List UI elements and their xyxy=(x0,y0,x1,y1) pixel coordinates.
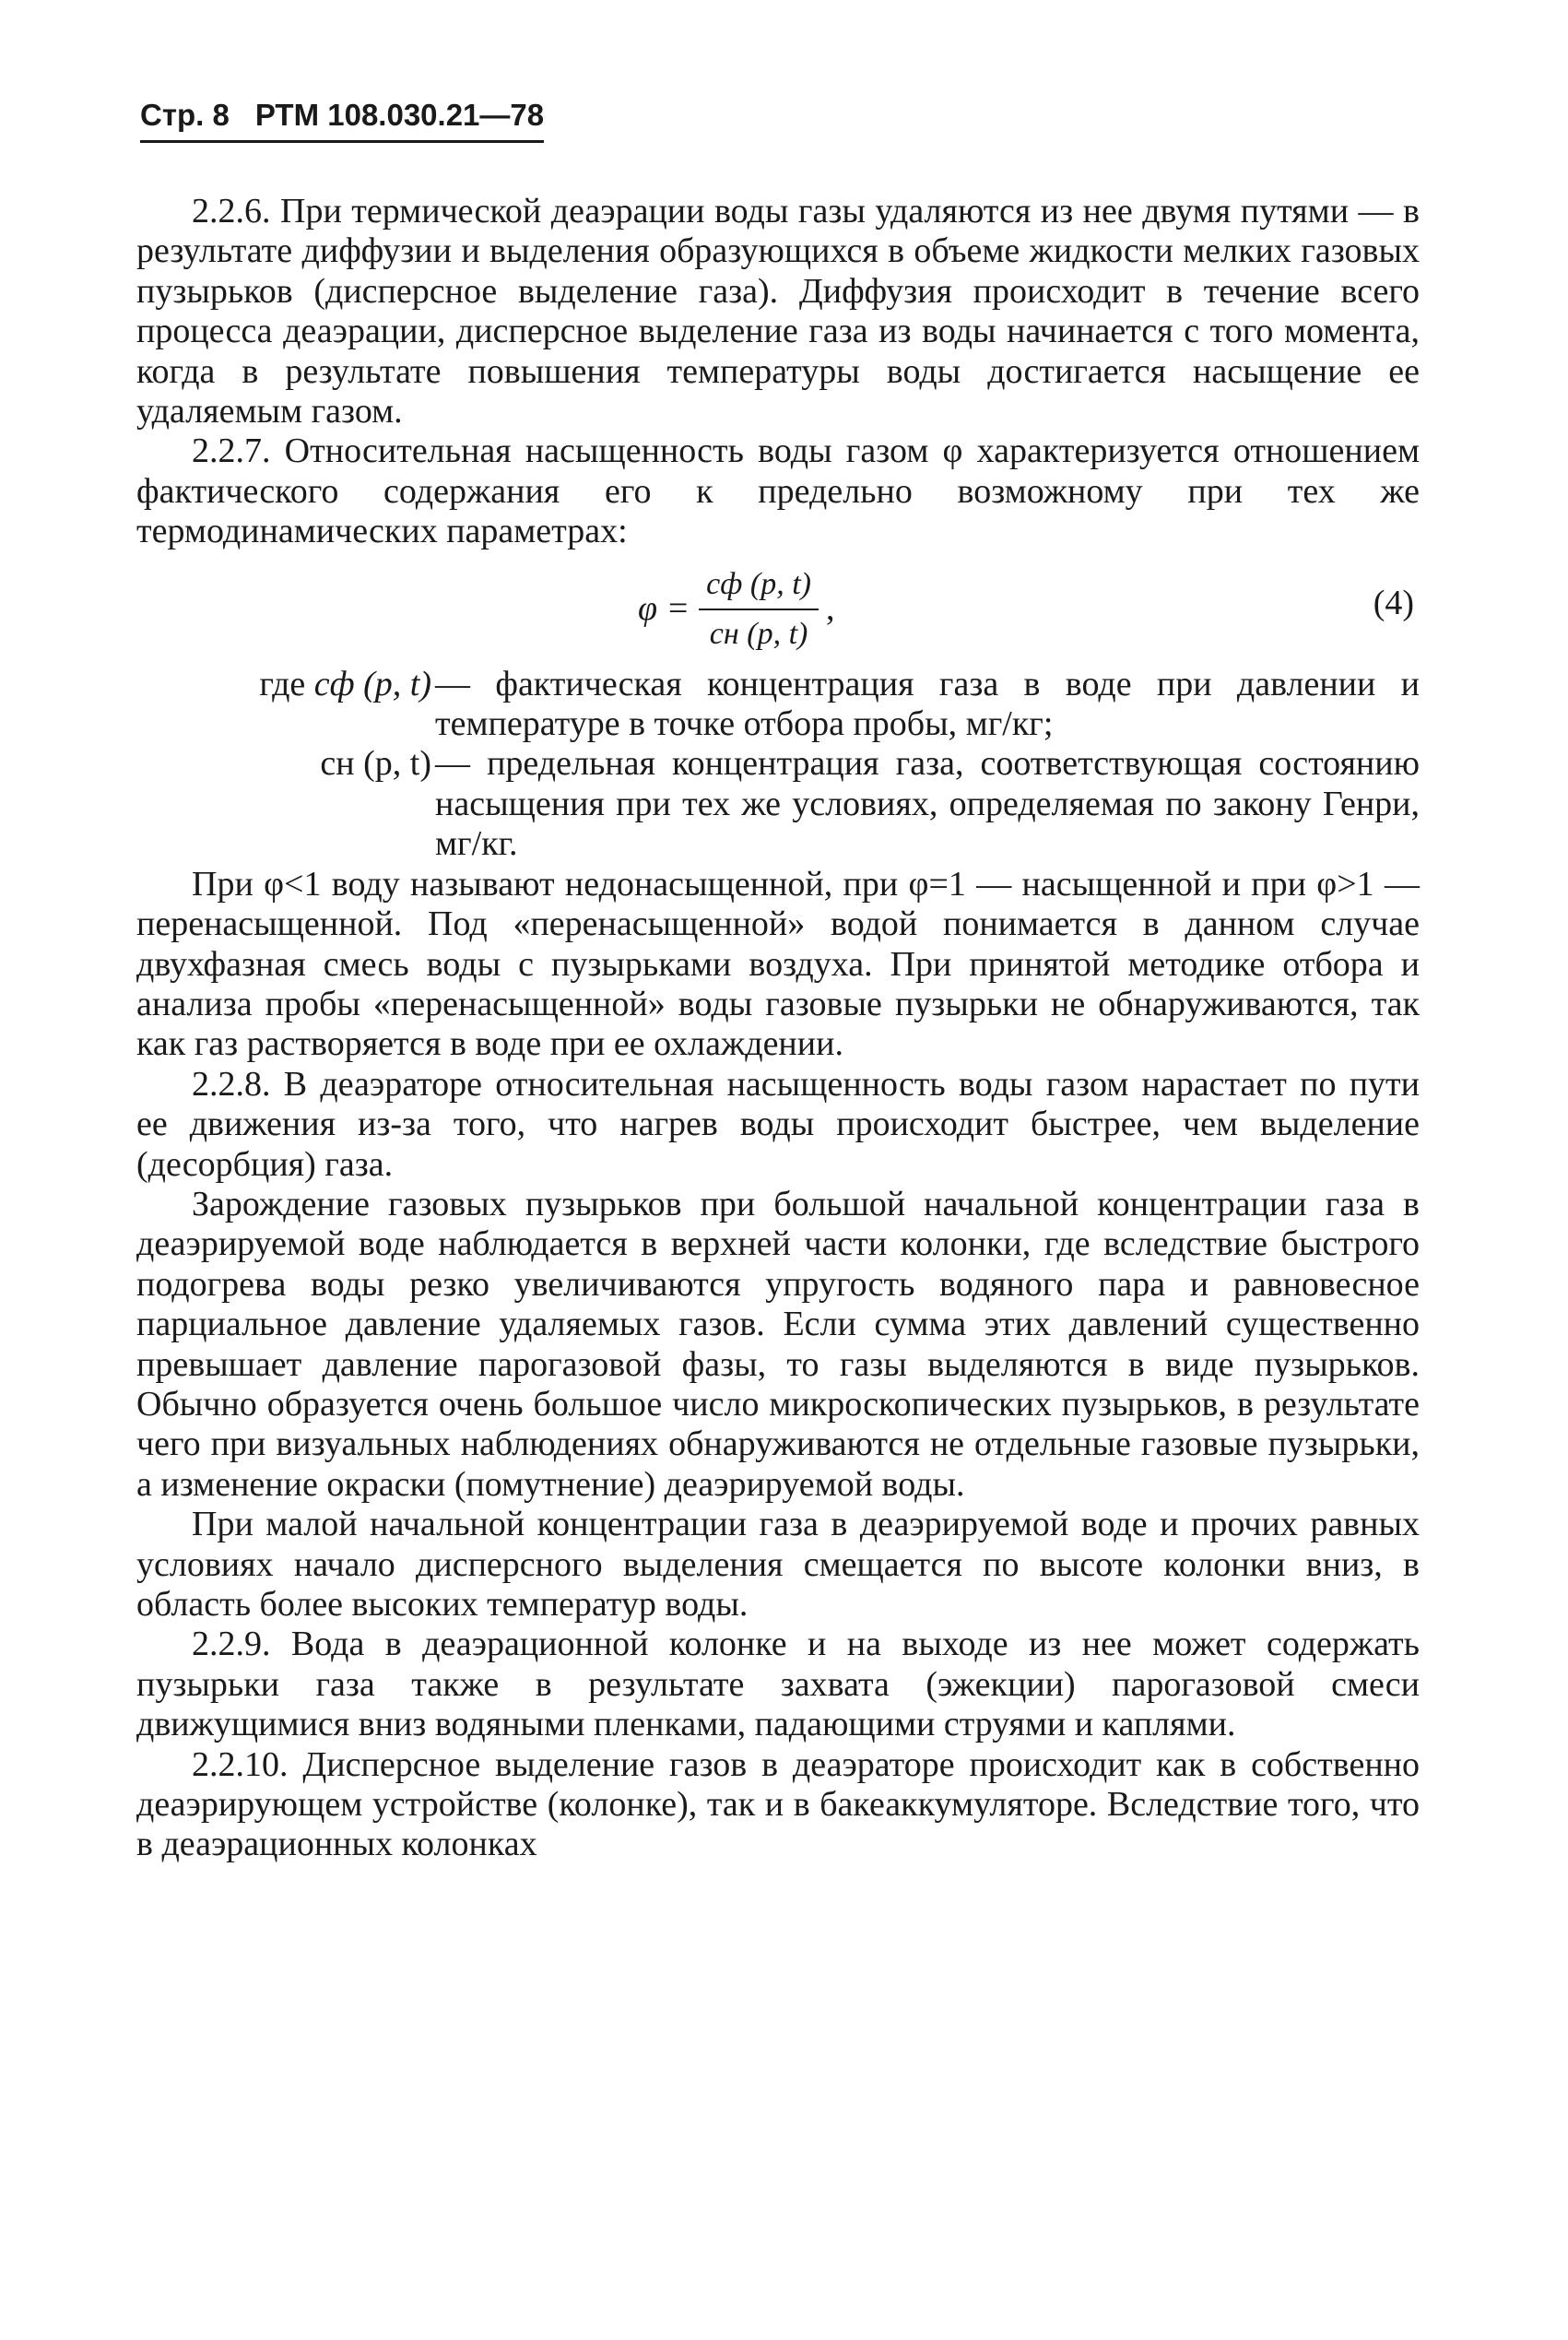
formula-numerator: cф (p, t) xyxy=(699,564,819,609)
formula-lhs: φ = xyxy=(638,588,690,628)
body-text xyxy=(136,192,1420,1865)
paragraph: При малой начальной концентрации газа в деаэрируемой воде и прочих равных условиях начало дисперсного выделения смещается по высоте колонки вниз, в область более высоких температур воды. xyxy=(136,1505,1420,1624)
definition-text: — предельная концентрация газа, соответствующая состоянию насыщения при тех же условиях, определяемая по закону Генри, мг/кг. xyxy=(435,744,1420,864)
document-code: РТМ 108.030.21—78 xyxy=(254,98,545,132)
where-lead: где xyxy=(259,664,306,703)
definition-row xyxy=(136,744,1420,864)
paragraph: При φ<1 воду называют недонасыщенной, при φ=1 — насыщенной и при φ>1 — перенасыщенной. Под «перенасыщенной» водой понимается в данном случае двухфазная смесь воды с пузырьками воздуха. При принятой методике отбора и анализа пробы «перенасыщенной» воды газовые пузырьки не обнаруживаются, так как газ растворяется в воде при ее охлаждении. xyxy=(136,864,1420,1064)
paragraph-2-2-9: 2.2.9. Вода в деаэрационной колонке и на выходе из нее может содержать пузырьки газа также в результате захвата (эжекции) парогазовой смеси движущимися вниз водяными пленками, падающими струями и каплями. xyxy=(136,1625,1420,1744)
formula-comma: , xyxy=(826,588,835,628)
definition-text: — фактическая концентрация газа в воде при давлении и температуре в точке отбора пробы, мг/кг; xyxy=(435,664,1420,744)
formula-denominator: cн (p, t) xyxy=(709,616,808,651)
page-header xyxy=(140,98,544,143)
paragraph-2-2-8: 2.2.8. В деаэраторе относительная насыщенность воды газом нарастает по пути ее движения из-за того, что нагрев воды происходит быстрее, чем выделение (десорбция) газа. xyxy=(136,1064,1420,1184)
definition-symbol: cф (p, t) xyxy=(313,664,431,703)
paragraph-2-2-7: 2.2.7. Относительная насыщенность воды газом φ характеризуется отношением фактического содержания его к предельно возможному при тех же термодинамических параметрах: xyxy=(136,431,1420,551)
paragraph-2-2-6: 2.2.6. При термической деаэрации воды газы удаляются из нее двумя путями — в результате диффузии и выделения образующихся в объеме жидкости мелких газовых пузырьков (дисперсное выделение газа). Диффузия происходит в течение всего процесса деаэрации, дисперсное выделение газа из воды начинается с того момента, когда в результате повышения температуры воды достигается насыщение ее удаляемым газом. xyxy=(136,192,1420,431)
paragraph: Зарождение газовых пузырьков при большой начальной концентрации газа в деаэрируемой воде наблюдается в верхней части колонки, где вследствие быстрого подогрева воды резко увеличиваются упругость водяного пара и равновесное парциальное давление удаляемых газов. Если сумма этих давлений существенно превышает давление парогазовой фазы, то газы выделяются в виде пузырьков. Обычно образуется очень большое число микроскопических пузырьков, в результате чего при визуальных наблюдениях обнаруживаются не отдельные газовые пузырьки, а изменение окраски (помутнение) деаэрируемой воды. xyxy=(136,1184,1420,1504)
formula-4 xyxy=(136,558,1420,661)
definition-row xyxy=(136,665,1420,745)
paragraph-2-2-10: 2.2.10. Дисперсное выделение газов в деаэраторе происходит как в собственно деаэрирующем устройстве (колонке), так и в бакеаккумуляторе. Вследствие того, что в деаэрационных колонках xyxy=(136,1744,1420,1864)
page-number-label: Стр. 8 xyxy=(140,98,230,132)
formula-fraction xyxy=(699,564,819,654)
definition-symbol: cн (p, t) xyxy=(320,744,431,784)
equation-number: (4) xyxy=(1373,583,1414,622)
